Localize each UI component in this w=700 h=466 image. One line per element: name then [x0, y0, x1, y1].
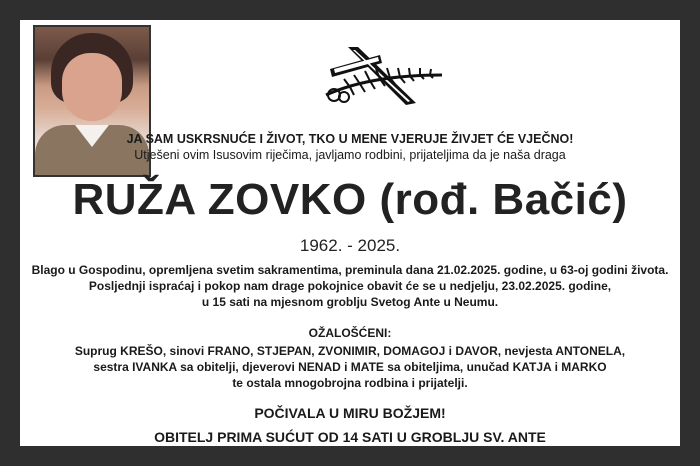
mourners-heading: OŽALOŠĆENI:: [308, 326, 392, 340]
bible-verse: JA SAM USKRSNUĆE I ŽIVOT, TKO U MENE VJERUJE ŽIVJET ĆE VJEČNO!: [126, 132, 574, 146]
mourners-line: Suprug KREŠO, sinovi FRANO, STJEPAN, ZVONIMIR, DOMAGOJ i DAVOR, nevjesta ANTONELA,: [74, 344, 626, 358]
body-line: Blago u Gospodinu, opremljena svetim sakramentima, preminula dana 21.02.2025. godine, u 63-oj godini života.: [31, 263, 669, 277]
body-line: Posljednji ispraćaj i pokop nam drage pokojnice obavit će se u nedjelju, 23.02.2025. godine,: [88, 279, 612, 293]
mourners-line: sestra IVANKA sa obitelji, djeverovi NENAD i MATE sa obiteljima, unučad KATJA i MARKO: [93, 360, 607, 374]
mourners-line: te ostala mnogobrojna rodbina i prijatelji.: [232, 376, 468, 390]
life-dates: 1962. - 2025.: [299, 236, 401, 255]
condolences-line: OBITELJ PRIMA SUĆUT OD 14 SATI U GROBLJU SV. ANTE: [154, 429, 546, 445]
rest-in-peace-line: POČIVALA U MIRU BOŽJEM!: [254, 405, 446, 421]
cross-with-palm-icon: [320, 45, 445, 107]
deceased-name: RUŽA ZOVKO (rođ. Bačić): [72, 175, 628, 224]
body-line: u 15 sati na mjesnom groblju Svetog Ante u Neumu.: [201, 295, 499, 309]
intro-text: Utješeni ovim Isusovim riječima, javljamo rodbini, prijateljima da je naša draga: [134, 148, 566, 162]
obituary-card: [20, 20, 680, 446]
